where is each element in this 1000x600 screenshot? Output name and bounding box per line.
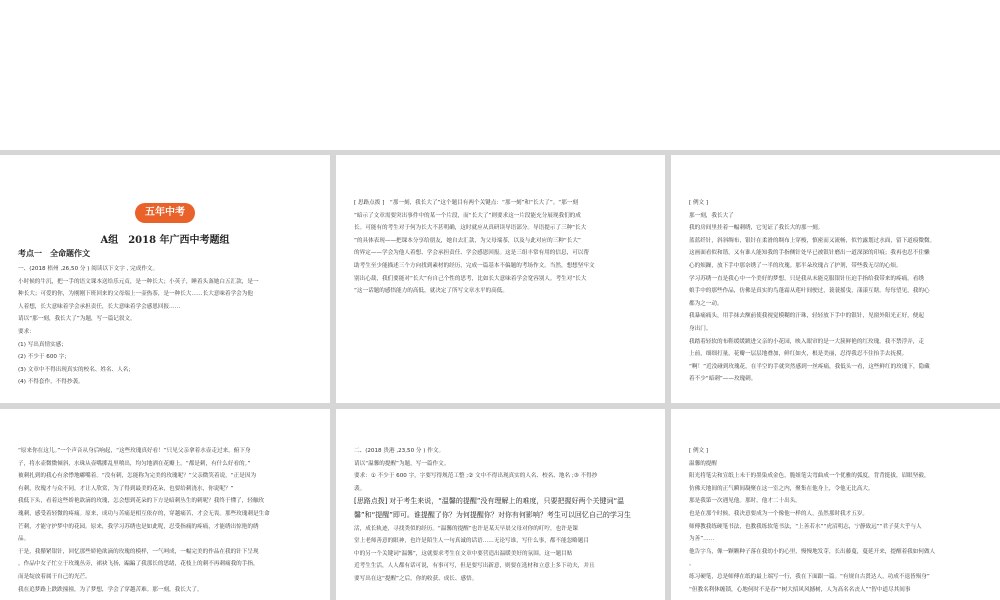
text-line: “但教名利休缠锁，心地何时不是春”“树大招风风撼树，人为高名名丧人”“智中道尽其间事 bbox=[689, 586, 911, 593]
text-line: 我踏着轻软的布鞋缓缓踱进父亲的小花园，映入眼帘的是一大簇鲜艳的红玫瑰。我不禁浮弄，走 bbox=[689, 338, 924, 345]
text-line: 要求： bbox=[18, 328, 35, 335]
text-line: 师傅教我练硬笔书法，也教我练软笔书法，“上善若水”“虎沼明志，宁静致远”“君子莫大乎与人 bbox=[689, 523, 922, 530]
text-line: “啊！”近没碰到玫瑰花，在半空的手就突然感到一丝疼痛，我低头一看，这些鲜红的玫瑰下，隐藏 bbox=[689, 363, 930, 370]
text-line: 蓝蓝纤针，斜斜绸布，银针在柔滑的绸布上穿梭，慎密而又流畅，似竹露划过水面，留下道痕微微。 bbox=[689, 237, 936, 244]
text-line: (3) 文章中不得出现真实的校名、姓名、人名； bbox=[18, 366, 134, 373]
text-line: 有刺，玫瑰才与众不同，才让人欣赏，为了得到最美的花朵，也要给刺浇水，你说呢？” bbox=[18, 485, 234, 492]
text-line: 也是在那个时候，我决意要成为一个像他一样的人，虽然那时我才五岁。 bbox=[689, 510, 869, 517]
section-title: 考点一 全命题作文 bbox=[18, 249, 90, 258]
text-line: 我在追梦路上跌跌撞撞，为了梦想，学会了穿越苦难。那一刻，我长大了。 bbox=[18, 586, 203, 593]
tip-line bbox=[354, 509, 655, 523]
text-line: 上前，细细打量，花瓣一层层地叠加，鲜红如火，根是美丽，忍得我忍不住抬手去抚摸。 bbox=[689, 351, 908, 358]
group-heading: A组 2018 年广西中考题组 bbox=[100, 235, 230, 246]
text-line: 被刺扎到的我心有余悸地嘟嘴着。“没有刺，怎能称为完美的玫瑰呢？”父亲微笑着说，“正是因为 bbox=[18, 473, 257, 480]
page-thumbnail-4[interactable] bbox=[0, 409, 330, 600]
text-line: ”这一话题的感悟能力的高低，就决定了所写文章水平的高低。 bbox=[354, 288, 508, 295]
five-year-exam-banner: 五年中考 bbox=[135, 203, 195, 223]
text-line: 这画面看似和谐，又有谁人能知我的手指侧针处早已被银针磨出一道深深的印痕；我再也忍不住懒 bbox=[689, 250, 930, 257]
page3-body bbox=[689, 197, 990, 386]
text-line: (2) 不少于 600 字； bbox=[18, 354, 70, 361]
text-line: ”的具体表现——把课本分享给朋友，她自去汇款，为父母端茶，以及与此对应的三种“长大” bbox=[354, 237, 581, 244]
text-line: 我暴痛痛头，用手抹去额前使我视觉模糊的汗珠，轻轻放下手中的银针，见窗外阳光正好，便起 bbox=[689, 313, 924, 320]
text-line: 学习苏绣一直是我心中一个美好的梦想，只是我从未能克服银针压迫手指给我带来的疼痛。看绣 bbox=[689, 275, 924, 282]
text-line: 中的另一个关键词“温馨”，这就要求考生在文章中要营造出温暖美好的氛围。这一题目贴 bbox=[354, 550, 573, 557]
tip-line bbox=[354, 495, 655, 509]
tip-text: 对于考生来说，“温馨的提醒”没有理解上的难度，只要把握好两个关键词“温 bbox=[389, 497, 625, 506]
text-line: 练习硬笔，总是师傅在纸的最上端写一行，我在下面跟一篇。“有规自古贤达人，功成不退皆殒身” bbox=[689, 573, 930, 580]
text-line: 品。 bbox=[18, 536, 30, 543]
page-thumbnail-6[interactable] bbox=[671, 409, 1000, 600]
text-line: 一、(2018 梧州 ,26,50 分 ) 阅读以下文字 , 完成作文。 bbox=[18, 266, 159, 272]
text-line: 于是，我攥紧银针，回忆那些娇艳欲滴的玫瑰的模样，一气呵成，一幅完美的作品在我的针下呈现 bbox=[18, 548, 259, 555]
text-line: 活，成长轨迹，寻找类似的经历。“温馨的提醒”也许是某天早晨父母对你的叮咛，也许是课 bbox=[354, 525, 578, 532]
text-line: 身出门。 bbox=[689, 325, 712, 332]
text-line: 而是绽放着属于自己的光芒。 bbox=[18, 573, 91, 580]
text-line: 要求：① 不少于 600 字，字要写得规范工整 ;② 文中不得出现真实的人名、校名、地名 ;③ 不得抄 bbox=[354, 473, 598, 480]
tip-label: [思路点拨] bbox=[354, 497, 388, 506]
text-line: 都为之一动。 bbox=[689, 300, 723, 307]
text-line: [ 例文 ] bbox=[689, 200, 709, 206]
text-line: 。 bbox=[689, 561, 695, 568]
text-line: 助考生至少能描述三个方向找到素材的经历，完成一篇基本不偏题的考场作文。当然，想想坚牢文 bbox=[354, 262, 595, 269]
page6-body bbox=[689, 445, 990, 596]
text-line: (1) 写出真情实感； bbox=[18, 341, 67, 348]
text-line: 芒刺，才能守护梦中的花园。原来，我学习苏绣也是如此呢，忍受指痛的疼痛，才能绣出惊艳的绣 bbox=[18, 523, 259, 530]
page4-body bbox=[18, 445, 320, 596]
page5-body bbox=[354, 445, 655, 586]
text-line: 请以“那一刻，我长大了”为题，写一篇记叙文。 bbox=[18, 316, 136, 323]
text-line: 种长大；可爱的你，为刚刚下班回来的父母端上一壶热茶，是一种长大……长大意味着学会为他 bbox=[18, 291, 253, 298]
text-line: [ 例文 ] bbox=[689, 448, 709, 454]
text-line: 我的房间里挂着一幅刺绣，它见证了我长大的那一刻。 bbox=[689, 225, 824, 232]
text-line: [ 思路点拨 ] “那一刻，我长大了”这个题目有两个关键点：“那一刻”和“长大了”。“那一刻 bbox=[354, 200, 578, 206]
tip-text: 馨”和“提醒”即可。谁提醒了你？为何提醒你？对你有何影响？考生可以回忆自己的学习生 bbox=[354, 510, 631, 519]
text-line: 的界定——学会为他人着想、学会承担责任、学会感恩回报。这是三组丰常有用的信息，可以帮 bbox=[354, 250, 589, 257]
text-line: “原来你在这儿。”一个声音从身后响起，“这些玫瑰真好看！”只见父亲拿着水壶走过来，俯下身 bbox=[18, 448, 251, 454]
text-line: 子，将水壶微微倾斜，水珠从壶嘴掷乱里喷出，均匀地洒在花瓣上。“都是刺，有什么好看的。” bbox=[18, 460, 251, 467]
page-thumbnail-5[interactable] bbox=[336, 409, 665, 600]
text-line: 仿佛天地间的正气瞬间凝聚在这一室之内，聚集在他身上，令他无比高大。 bbox=[689, 485, 874, 492]
text-line: 别出心裁，我们要能对“长大”有自己个性的思考，比如长大意味着学会宽容别人。考生对“长大 bbox=[354, 275, 587, 282]
text-line: 长。可能有的考生对于何为长大不甚明确，这时就应从真研读导语部分。导语提示了三种“长大 bbox=[354, 225, 587, 232]
text-line: 要写出在这“提醒”之后，你的收获、成长、感悟。 bbox=[354, 575, 478, 582]
text-line: 心的烦躁，放下手中那奈绣了一半的玫瑰。那半朵玫瑰占了护剂，带些我无尽的心烦。 bbox=[689, 262, 902, 269]
text-line: 我低下头，看着这些娇艳欲滴的玫瑰，怎会想到花朵的下方是暗刺丛生的刺呢？我终于懂了，轻触玫 bbox=[18, 498, 265, 505]
page-thumbnail-2[interactable] bbox=[336, 155, 665, 403]
text-line: 娘手中的那些作品，仿佛是真实的鸟蓬霜从莲叶间驶过，蓑蓑摇曳，漾漾互瞎。每每望见，我的心 bbox=[689, 288, 930, 295]
text-line: 那一刻，我长大了 bbox=[689, 212, 734, 219]
text-line: 那是我第一次遇见他。那时，他才二十出头。 bbox=[689, 498, 801, 505]
text-line: 瑰刺，感受着轻微的疼痛。原来，成功与苦痛是相互依存的，穿越痛苦，才会无畏。那些玫瑰刺是生命 bbox=[18, 510, 270, 517]
page1-body bbox=[18, 263, 320, 389]
page2-body bbox=[354, 197, 655, 298]
text-line: 小时候的牛沉，把一手的语文课本送给乐元贞，是一种长大；小英子，睡着头盔她白五汇款，是一 bbox=[18, 278, 259, 285]
slide-grid bbox=[0, 150, 1000, 600]
text-line: 堂上老师善意的眼神，也许是陌生人一句真诚的话语……无论写谁，写什么事，都不能忽略题目 bbox=[354, 538, 589, 545]
text-line: (4) 不得套作，不得抄袭。 bbox=[18, 379, 84, 386]
text-line: 温馨的提醒 bbox=[689, 460, 717, 467]
text-line: 袭。 bbox=[354, 485, 366, 492]
text-line: 着不少“暗刺”——玫瑰刺。 bbox=[689, 376, 757, 383]
text-line: 近考生生活，人人都有话可说，有事可写，但是要写出新意，则要在选材和立意上多下功夫，并且 bbox=[354, 563, 595, 570]
page-thumbnail-1[interactable] bbox=[0, 155, 330, 403]
text-line: ”暗示了文章需要突出事件中的某一个片段，而“长大了”则要求这一片段能充分展现我们的成 bbox=[354, 212, 581, 219]
text-line: 他告字乌，像一颗颗种子落在我幼小的心里，慢慢地发芽，长出藤蔓，蔓延开来，提醒着我如何做人 bbox=[689, 548, 936, 555]
text-line: 人着想，长大意味着学会承担责任，长大意味着学会感恩回报…… bbox=[18, 303, 181, 310]
text-line: 请以“温馨的提醒”为题，写一篇作文。 bbox=[354, 460, 450, 467]
text-line: 二、(2018 贵港 ,23,50 分 ) 作文。 bbox=[354, 448, 445, 454]
text-line: 为善”…… bbox=[689, 536, 715, 543]
text-line: 阳光将笔尖和宣纸上未干的墨染成金色，脆姐笔尖弯曲成一个优雅的弧度，背背挺拔，眉眼坚毅， bbox=[689, 473, 930, 480]
page-thumbnail-3[interactable] bbox=[671, 155, 1000, 403]
text-line: 。作品中女子忙立于玫瑰丛旁，裙袂飞扬，蹁蹁了我那长的思绪，花枝上的刺不再刺痛我的手指， bbox=[18, 561, 259, 568]
top-blank-area bbox=[0, 0, 1000, 150]
